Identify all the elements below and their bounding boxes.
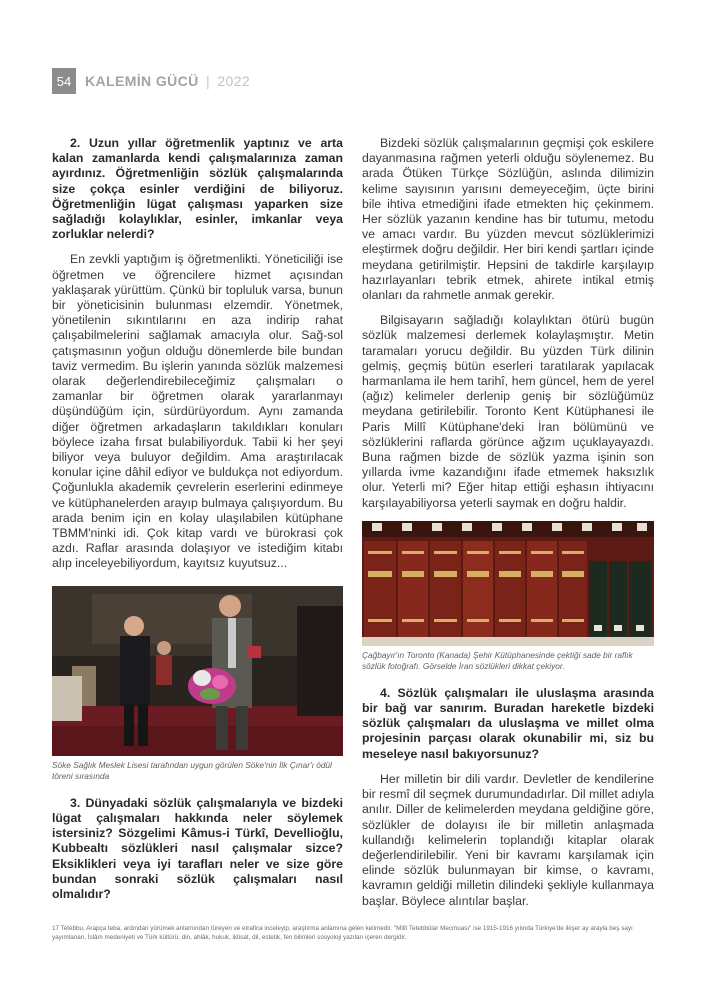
title-separator: | [205, 73, 211, 89]
question-3: 3. Dünyadaki sözlük çalışmalarıyla ve bizdeki lügat çalışmaları hakkında neler söylemek istersiniz? Sözgelimi Kâmus-i Türkî, Devellioğlu, Kubbealtı sözlükleri nasıl çalışmalar sizce? Eksiklikleri veya iyi tarafları neler ve size göre bundan sonraki sözlük çalışmaları nasıl olmalıdır? [52, 795, 343, 901]
paragraph-1: Bizdeki sözlük çalışmalarının geçmişi çok eskilere dayanmasına rağmen yeterli olduğu söylenemez. Bu arada Ötüken Türkçe Sözlüğün, aslında dilimizin kelime sayısının yarısını demeyeceğim, üçte birini bile ihtiva etmediğini ifade etmekten hiç çekinmem. Her sözlük yazanın kendine has bir tutumu, metodu ve amacı vardır. Bu yüzden mevcut sözlüklerimizi eleştirmek doğru değildir. Her biri kendi şartları içinde meydana getirilmiştir. Hepsini de takdirle karşılayıp hazırlayanları tebrik etmek, ahirete intikal etmiş olanları da rahmetle anmak gerekir. [362, 136, 654, 303]
ceremony-photo-caption: Söke Sağlık Meslek Lisesi tarafından uygun görülen Söke'nin İlk Çınar'ı ödül töreni sırasında [52, 759, 332, 781]
magazine-title-block [85, 73, 250, 89]
page-header [52, 68, 250, 94]
answer-2: En zevkli yaptığım iş öğretmenlikti. Yöneticiliği ise öğretmen ve öğrencilere hizmet açısından yaklaşarak yürüttüm. Çünkü bir topluluk varsa, bunun bir yöneticisinin bulunması elzemdir. Yönetmek, yönetilenin sıkıntılarını en aza indirip rahat çalışabilmelerini sağlamak amacıyla olur. Sağ-sol çatışmasının yoğun olduğu dönemlerde bile bundan taviz vermedim. Bu işlerin yanında sözlük malzemesi olarak değerlendirebileceğimiz çalışmaları o zamanlar bir öğretmen olarak yararlanmayı düşündüğüm için, sürdürüyordum. Aynı zamanda diğer öğretmen arkadaşların takıldıkları konuları böylece izaha fırsat bulabiliyorduk. Tabii ki her şeyi biliyor veya buluyor değildim. Ama araştırılacak konular içine dâhil ediyor ve buldukça not ediyordum. Çoğunlukla akademik çevrelerin eserlerini edinmeye ve kütüphanelerden arayıp bulmaya çalışıyordum. Bu arada benim için en kolay ulaşılabilen kütüphane TBMM'ninki idi. Çok kitap vardı ve bürokrasi çok azdı. Raflar arasında dolaşıyor ve istediğim kitabı alıp inceleyebiliyordum, kayıtsız kuyutsuz... [52, 252, 343, 571]
ceremony-photo-image [52, 586, 343, 756]
magazine-title: KALEMİN GÜCÜ [85, 73, 199, 89]
answer-4: Her milletin bir dili vardır. Devletler de kendilerine bir resmî dil seçmek durumundadırlar. Dil millet adıyla anılır. Diller de kelimelerden meydana geldiğine göre, sözlükler de dolayısı ile bir milletin anlaşmada kullandığı kelimelerin toplandığı kitaplar olarak değerlendirilebilir. Yeni bir kavramı karşılamak için elinde sözlük bulunmayan bir kimse, o kavramı, kavramın geldiği milletin dilindeki şekliyle kullanmaya başlar. Böylece alıntılar başlar. [362, 771, 654, 908]
question-4: 4. Sözlük çalışmaları ile uluslaşma arasında bir bağ var sanırım. Buradan hareketle bizdeki sözlük çalışmaları da uluslaşma ve millet olma projesinin parçası olarak okunabilir mi, siz bu meseleye nasıl bakıyorsunuz? [362, 685, 654, 761]
library-photo-image [362, 521, 654, 646]
question-2: 2. Uzun yıllar öğretmenlik yaptınız ve arta kalan zamanlarda kendi çalışmalarınıza zaman ayırdınız. Öğretmenliğin sözlük çalışmalarında size çokça esinler verdiğini de biliyoruz. Öğretmenliğin lügat çalışması yaparken size sağladığı kolaylıklar, esinler, imkanlar veya zorluklar nelerdi? [52, 136, 343, 242]
library-photo [362, 521, 654, 646]
right-column [362, 136, 654, 919]
ceremony-photo [52, 586, 343, 756]
left-column [52, 136, 343, 912]
page-number: 54 [52, 68, 76, 94]
paragraph-2: Bilgisayarın sağladığı kolaylıktan ötürü bugün sözlük malzemesi derlemek kolaylaşmıştır. Metin taramaları yorucu değildir. Bu yüzden Türk dilinin gelmiş, geçmiş bütün eserleri taratılarak yapılacak harmanlama ile hem tarihî, hem güncel, hem de yerel (ağız) kelimeler derlenip geniş bir sözlüğümüz meydana getirilebilir. Toronto Kent Kütüphanesi ile Paris Millî Kütüphane'deki İran bölümünü ve sözlüklerini raflarda görünce ağzım uçuklayayazdı. Buna rağmen bizde de sözlük yazma işinin son yıllarda ivme kazandığını ifade etmemek haksızlık olur. Yeterli mi? Eğer hitap ettiği eşhasın ihtiyacını karşılayabiliyorsa yeterli saymak en doğru haldir. [362, 313, 654, 510]
magazine-year: 2022 [217, 73, 251, 89]
library-photo-caption: Çağbayır'ın Toronto (Kanada) Şehir Kütüphanesinde çektiği sade bir raflık sözlük fotoğrafı. Görselde İran sözlükleri dikkat çekiyor. [362, 649, 633, 671]
footnote: 17 Tetebbu, Arapça teba, ardından yürümek anlamından türeyen ve etrafica inceleyip, araştırma anlamına gelen kelimedir. "Millî Tetebbûlar Mecmuası" ise 1915-1916 yılında Türkiye'de ikişer ay arayla beş sayı yayımlanan, İslâm medeniyeti ve Türk kültürü, din, ahlâk, hukuk, iktisat, dil, estetik, fen bilimleri sosyoloji yazıları içeren dergidir. [52, 925, 633, 941]
